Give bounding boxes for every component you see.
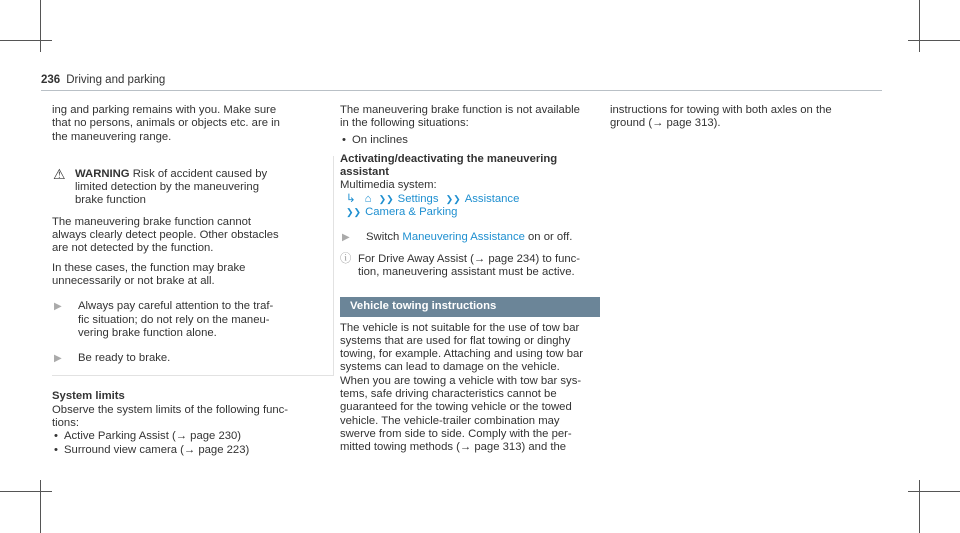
crop-mark bbox=[919, 480, 920, 533]
crop-mark bbox=[908, 40, 960, 41]
instruction-step: ▶ Be ready to brake. bbox=[54, 352, 171, 365]
page-header bbox=[41, 74, 165, 86]
towing-continued-paragraph: instructions for towing with both axles on the ground (→ page 313). bbox=[610, 104, 832, 130]
list-item: • Active Parking Assist (→ page 230) bbox=[52, 430, 334, 443]
limits-paragraph: Observe the system limits of the following func- tions: bbox=[52, 403, 289, 430]
limits-list bbox=[52, 430, 334, 457]
crop-mark bbox=[40, 480, 41, 533]
menu-item-assistance[interactable]: Assistance bbox=[464, 192, 520, 205]
menu-item-maneuvering-assistance[interactable]: Maneuvering Assistance bbox=[402, 231, 525, 244]
list-item: • Surround view camera (→ page 223) bbox=[52, 444, 334, 457]
multimedia-label: Multimedia system: bbox=[340, 179, 437, 192]
list-item: • On inclines bbox=[340, 134, 600, 147]
warning-triangle-icon: ⚠ bbox=[53, 165, 66, 182]
menu-item-camera-parking[interactable]: Camera & Parking bbox=[365, 206, 458, 219]
instruction-step: ▶ Always pay careful attention to the traf- fic situation; do not rely on the maneu- vering brake function alone. bbox=[54, 300, 274, 339]
warning-label: WARNING bbox=[75, 167, 130, 180]
column-left bbox=[52, 104, 334, 457]
instruction-step: ▶ Switch Maneuvering Assistance on or off. bbox=[342, 231, 573, 244]
page-section-title: Driving and parking bbox=[66, 74, 166, 86]
step-arrow-icon: ▶ bbox=[342, 232, 350, 244]
double-chevron-icon: ❯❯ bbox=[346, 207, 362, 218]
menu-item-settings[interactable]: Settings bbox=[397, 192, 439, 205]
warning-header: ⚠ WARNING Risk of accident caused by limited detection by the maneuvering brake function bbox=[53, 165, 268, 207]
crop-mark bbox=[0, 40, 52, 41]
home-icon: ⌂ bbox=[364, 192, 372, 205]
crop-mark bbox=[40, 0, 41, 52]
header-divider bbox=[41, 90, 882, 91]
step-arrow-icon: ▶ bbox=[54, 301, 62, 313]
info-icon: ⓘ bbox=[340, 252, 352, 265]
step-arrow-icon: ▶ bbox=[54, 353, 62, 365]
return-arrow-icon: ↳ bbox=[346, 192, 356, 205]
section-title: System limits bbox=[52, 390, 125, 403]
intro-paragraph: ing and parking remains with you. Make sure that no persons, animals or objects etc. are in the maneuvering range. bbox=[52, 104, 280, 143]
towing-paragraph: The vehicle is not suitable for the use of tow bar systems that are used for flat towing or dinghy towing, for example. Attaching and using tow bar systems can lead to damage on the vehicle. When you are towing a vehicle with tow bar sys- tems, safe driving characteristics cannot be guaranteed for the towing vehicle or the towed vehicle. The vehicle-trailer combination may swerve from side to side. Comply with the per- mitted towing methods (→ page 313) and the bbox=[340, 321, 584, 454]
double-chevron-icon: ❯❯ bbox=[378, 193, 394, 204]
section-title: Activating/deactivating the maneuvering assistant bbox=[340, 152, 558, 179]
crop-mark bbox=[908, 491, 960, 492]
situations-list bbox=[340, 134, 600, 147]
warning-box bbox=[52, 156, 334, 377]
column-right bbox=[610, 104, 880, 131]
warning-body: The maneuvering brake function cannot always clearly detect people. Other obstacles are not detected by the function. In these cases, the function may brake unnecessarily or not brake at all. ▶ Always pay careful attention to the traf- fic situation; do not rely on the maneu- vering brake function alone. ▶ Be ready to brake. bbox=[52, 216, 323, 366]
menu-path bbox=[346, 193, 600, 220]
double-chevron-icon: ❯❯ bbox=[445, 193, 461, 204]
note: ⓘ For Drive Away Assist (→ page 234) to func- tion, maneuvering assistant must be active. bbox=[340, 252, 581, 278]
page-number: 236 bbox=[41, 74, 61, 86]
column-middle: The maneuvering brake function is not available in the following situations: • On inclines Activating/deactivating the maneuvering assistant Multimedia system: ↳ ⌂ ❯❯ Settings ❯❯ Assistance ❯❯ Camera & Parking ▶ Switch Maneuvering Assistance on or off. ⓘ For Drive Away Assist (→ page 234) to func- tion, maneuvering assistant must be active. Vehicle towing instructions The vehicle is not suitable for the use of tow bar systems that are used for flat towing or dinghy towing, for example. Attaching and using tow bar systems can lead to damage on the vehicle. When you are towing a vehicle with tow bar sys- tems, safe driving characteristics cannot be guaranteed for the towing vehicle or the towed vehicle. The vehicle-trailer combination may swerve from side to side. Comply with the per- mitted towing methods (→ page 313) and the bbox=[340, 104, 600, 455]
crop-mark bbox=[919, 0, 920, 52]
section-banner: Vehicle towing instructions bbox=[340, 297, 600, 316]
crop-mark bbox=[0, 491, 52, 492]
